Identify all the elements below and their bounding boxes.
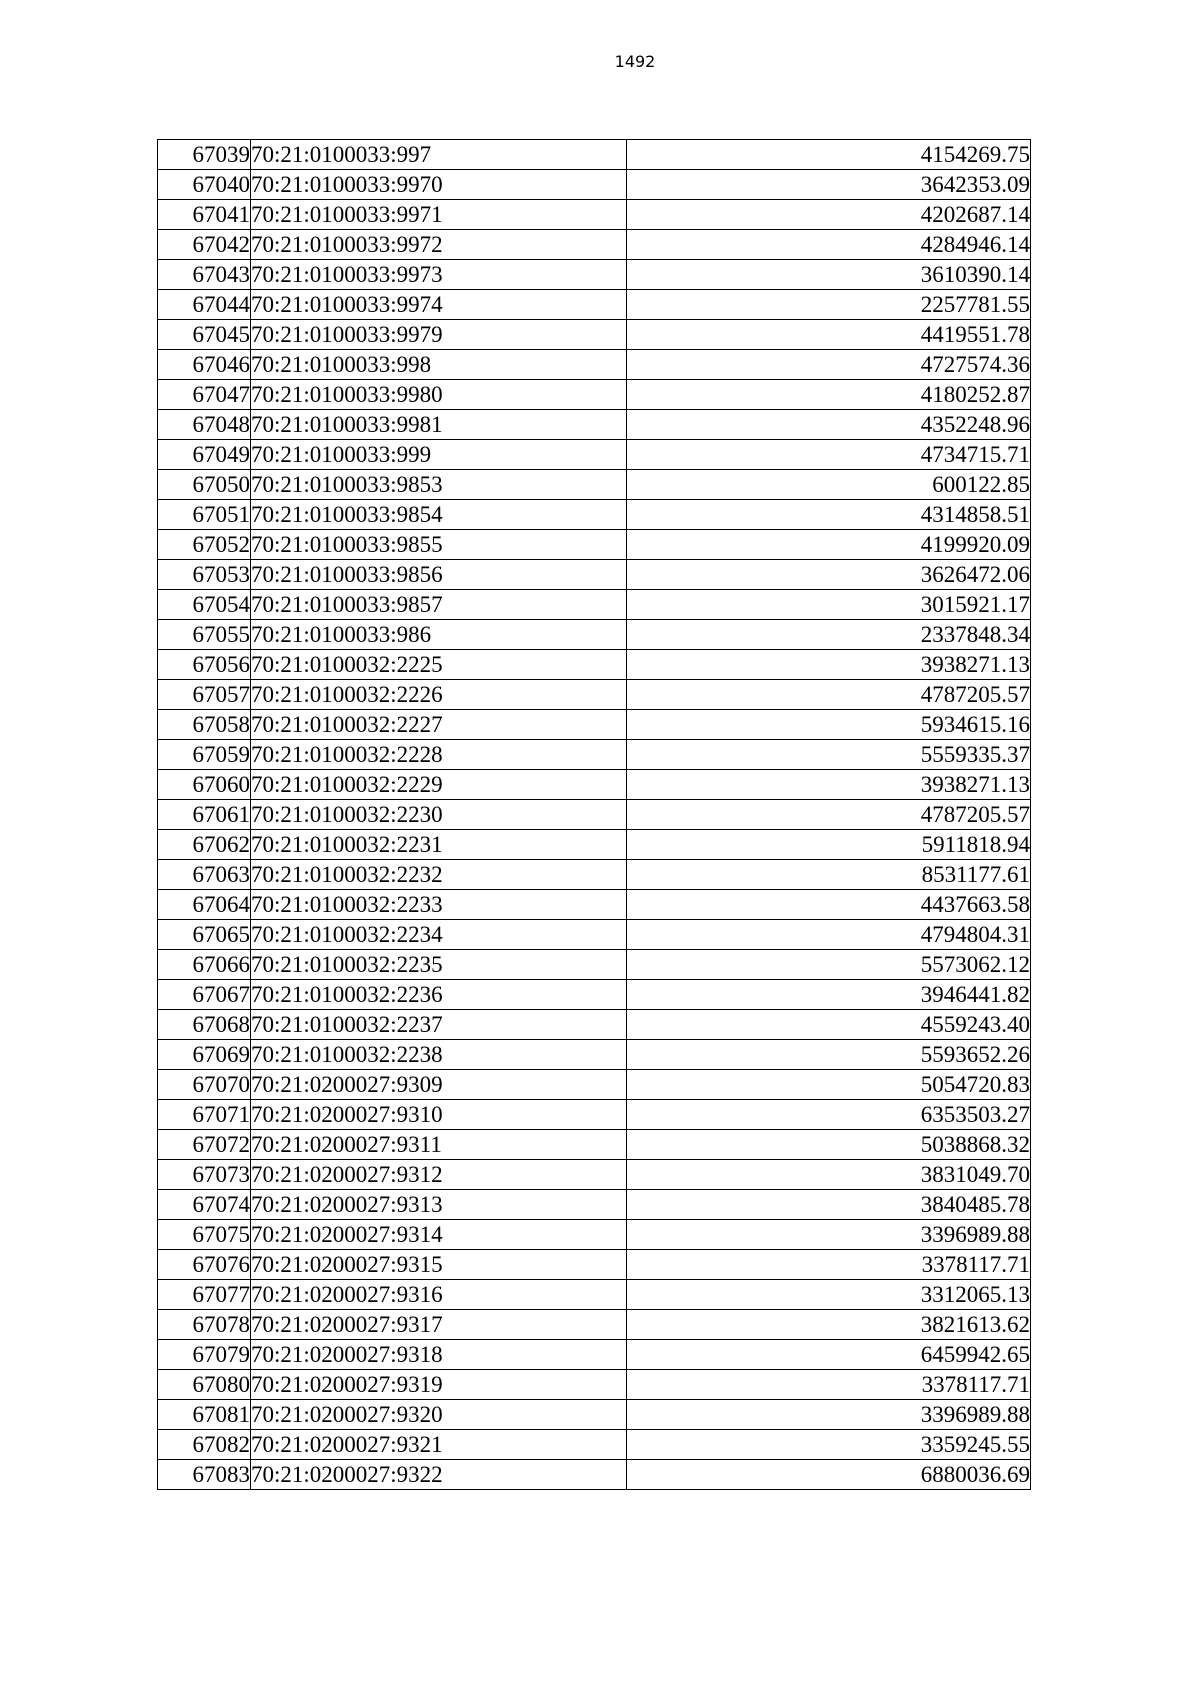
cadastral-value-cell: 3378117.71	[627, 1250, 1031, 1280]
cadastral-number-cell: 70:21:0100032:2238	[251, 1040, 627, 1070]
cadastral-number-cell: 70:21:0100033:9855	[251, 530, 627, 560]
cadastral-number-cell: 70:21:0100033:9971	[251, 200, 627, 230]
table-row	[158, 1010, 1031, 1040]
row-number-cell: 67045	[158, 320, 251, 350]
cadastral-value-cell: 2257781.55	[627, 290, 1031, 320]
row-number-cell: 67067	[158, 980, 251, 1010]
cadastral-value-cell: 5911818.94	[627, 830, 1031, 860]
cadastral-value-table	[157, 139, 1031, 1490]
cadastral-value-cell: 4284946.14	[627, 230, 1031, 260]
cadastral-number-cell: 70:21:0100033:999	[251, 440, 627, 470]
row-number-cell: 67070	[158, 1070, 251, 1100]
table-row	[158, 1430, 1031, 1460]
table-body	[158, 140, 1031, 1490]
table-row	[158, 470, 1031, 500]
table-row	[158, 200, 1031, 230]
cadastral-value-cell: 6353503.27	[627, 1100, 1031, 1130]
cadastral-value-cell: 5593652.26	[627, 1040, 1031, 1070]
table-row	[158, 1070, 1031, 1100]
table-row	[158, 830, 1031, 860]
cadastral-value-cell: 4794804.31	[627, 920, 1031, 950]
table-row	[158, 860, 1031, 890]
cadastral-value-cell: 4559243.40	[627, 1010, 1031, 1040]
row-number-cell: 67066	[158, 950, 251, 980]
cadastral-number-cell: 70:21:0100032:2225	[251, 650, 627, 680]
table-row	[158, 230, 1031, 260]
cadastral-number-cell: 70:21:0200027:9309	[251, 1070, 627, 1100]
cadastral-value-cell: 3642353.09	[627, 170, 1031, 200]
row-number-cell: 67039	[158, 140, 251, 170]
row-number-cell: 67079	[158, 1340, 251, 1370]
table-row	[158, 140, 1031, 170]
table-row	[158, 500, 1031, 530]
table-row	[158, 980, 1031, 1010]
cadastral-number-cell: 70:21:0100033:986	[251, 620, 627, 650]
cadastral-number-cell: 70:21:0200027:9310	[251, 1100, 627, 1130]
table-row	[158, 680, 1031, 710]
cadastral-number-cell: 70:21:0100032:2230	[251, 800, 627, 830]
cadastral-number-cell: 70:21:0100032:2236	[251, 980, 627, 1010]
cadastral-number-cell: 70:21:0100033:997	[251, 140, 627, 170]
cadastral-value-cell: 4180252.87	[627, 380, 1031, 410]
table-row	[158, 1310, 1031, 1340]
table-row	[158, 740, 1031, 770]
row-number-cell: 67069	[158, 1040, 251, 1070]
cadastral-value-cell: 3626472.06	[627, 560, 1031, 590]
cadastral-number-cell: 70:21:0200027:9318	[251, 1340, 627, 1370]
cadastral-value-cell: 3946441.82	[627, 980, 1031, 1010]
row-number-cell: 67065	[158, 920, 251, 950]
table-row	[158, 1040, 1031, 1070]
row-number-cell: 67076	[158, 1250, 251, 1280]
cadastral-number-cell: 70:21:0100032:2234	[251, 920, 627, 950]
row-number-cell: 67075	[158, 1220, 251, 1250]
cadastral-number-cell: 70:21:0200027:9313	[251, 1190, 627, 1220]
row-number-cell: 67068	[158, 1010, 251, 1040]
row-number-cell: 67058	[158, 710, 251, 740]
table-row	[158, 800, 1031, 830]
cadastral-number-cell: 70:21:0100033:9980	[251, 380, 627, 410]
row-number-cell: 67057	[158, 680, 251, 710]
table-row	[158, 590, 1031, 620]
row-number-cell: 67078	[158, 1310, 251, 1340]
row-number-cell: 67042	[158, 230, 251, 260]
cadastral-number-cell: 70:21:0200027:9312	[251, 1160, 627, 1190]
cadastral-number-cell: 70:21:0100032:2227	[251, 710, 627, 740]
table-row	[158, 1280, 1031, 1310]
row-number-cell: 67054	[158, 590, 251, 620]
table-row	[158, 1370, 1031, 1400]
table-row	[158, 1160, 1031, 1190]
cadastral-number-cell: 70:21:0100033:9854	[251, 500, 627, 530]
cadastral-number-cell: 70:21:0200027:9317	[251, 1310, 627, 1340]
table-row	[158, 440, 1031, 470]
table-row	[158, 770, 1031, 800]
cadastral-number-cell: 70:21:0100032:2231	[251, 830, 627, 860]
cadastral-value-cell: 3938271.13	[627, 650, 1031, 680]
table-row	[158, 920, 1031, 950]
cadastral-value-cell: 5038868.32	[627, 1130, 1031, 1160]
cadastral-number-cell: 70:21:0200027:9320	[251, 1400, 627, 1430]
cadastral-value-cell: 3831049.70	[627, 1160, 1031, 1190]
table-row	[158, 1250, 1031, 1280]
cadastral-value-cell: 4419551.78	[627, 320, 1031, 350]
row-number-cell: 67064	[158, 890, 251, 920]
cadastral-number-cell: 70:21:0200027:9314	[251, 1220, 627, 1250]
table-row	[158, 1100, 1031, 1130]
row-number-cell: 67080	[158, 1370, 251, 1400]
cadastral-number-cell: 70:21:0200027:9311	[251, 1130, 627, 1160]
table-row	[158, 650, 1031, 680]
cadastral-value-cell: 4154269.75	[627, 140, 1031, 170]
row-number-cell: 67056	[158, 650, 251, 680]
table-row	[158, 560, 1031, 590]
row-number-cell: 67060	[158, 770, 251, 800]
cadastral-number-cell: 70:21:0100033:9979	[251, 320, 627, 350]
cadastral-value-cell: 2337848.34	[627, 620, 1031, 650]
row-number-cell: 67071	[158, 1100, 251, 1130]
cadastral-value-cell: 600122.85	[627, 470, 1031, 500]
cadastral-number-cell: 70:21:0100033:9974	[251, 290, 627, 320]
cadastral-number-cell: 70:21:0100033:9972	[251, 230, 627, 260]
cadastral-value-cell: 3396989.88	[627, 1220, 1031, 1250]
row-number-cell: 67083	[158, 1460, 251, 1490]
cadastral-number-cell: 70:21:0100033:9970	[251, 170, 627, 200]
cadastral-value-cell: 4727574.36	[627, 350, 1031, 380]
cadastral-number-cell: 70:21:0100032:2232	[251, 860, 627, 890]
row-number-cell: 67074	[158, 1190, 251, 1220]
row-number-cell: 67082	[158, 1430, 251, 1460]
row-number-cell: 67040	[158, 170, 251, 200]
cadastral-value-cell: 3312065.13	[627, 1280, 1031, 1310]
cadastral-value-cell: 4787205.57	[627, 680, 1031, 710]
cadastral-value-cell: 4352248.96	[627, 410, 1031, 440]
row-number-cell: 67047	[158, 380, 251, 410]
table-row	[158, 950, 1031, 980]
table-row	[158, 290, 1031, 320]
cadastral-value-cell: 4787205.57	[627, 800, 1031, 830]
cadastral-number-cell: 70:21:0100032:2235	[251, 950, 627, 980]
table-row	[158, 260, 1031, 290]
row-number-cell: 67077	[158, 1280, 251, 1310]
row-number-cell: 67055	[158, 620, 251, 650]
cadastral-value-cell: 4437663.58	[627, 890, 1031, 920]
table-row	[158, 350, 1031, 380]
row-number-cell: 67072	[158, 1130, 251, 1160]
cadastral-number-cell: 70:21:0100033:9853	[251, 470, 627, 500]
cadastral-number-cell: 70:21:0200027:9316	[251, 1280, 627, 1310]
table-row	[158, 170, 1031, 200]
row-number-cell: 67041	[158, 200, 251, 230]
cadastral-number-cell: 70:21:0200027:9319	[251, 1370, 627, 1400]
table-row	[158, 890, 1031, 920]
cadastral-value-cell: 3821613.62	[627, 1310, 1031, 1340]
cadastral-value-cell: 5934615.16	[627, 710, 1031, 740]
cadastral-number-cell: 70:21:0100033:9857	[251, 590, 627, 620]
page-number: 1492	[614, 52, 656, 71]
row-number-cell: 67061	[158, 800, 251, 830]
row-number-cell: 67046	[158, 350, 251, 380]
cadastral-value-cell: 6880036.69	[627, 1460, 1031, 1490]
cadastral-value-cell: 6459942.65	[627, 1340, 1031, 1370]
cadastral-value-cell: 3840485.78	[627, 1190, 1031, 1220]
row-number-cell: 67052	[158, 530, 251, 560]
cadastral-number-cell: 70:21:0100032:2229	[251, 770, 627, 800]
row-number-cell: 67063	[158, 860, 251, 890]
row-number-cell: 67043	[158, 260, 251, 290]
cadastral-value-cell: 3015921.17	[627, 590, 1031, 620]
cadastral-number-cell: 70:21:0200027:9315	[251, 1250, 627, 1280]
cadastral-value-cell: 4199920.09	[627, 530, 1031, 560]
cadastral-number-cell: 70:21:0100032:2237	[251, 1010, 627, 1040]
table-row	[158, 710, 1031, 740]
row-number-cell: 67050	[158, 470, 251, 500]
cadastral-value-cell: 4314858.51	[627, 500, 1031, 530]
cadastral-number-cell: 70:21:0200027:9322	[251, 1460, 627, 1490]
table-row	[158, 530, 1031, 560]
cadastral-value-cell: 5559335.37	[627, 740, 1031, 770]
cadastral-value-cell: 5573062.12	[627, 950, 1031, 980]
table-row	[158, 1190, 1031, 1220]
cadastral-number-cell: 70:21:0100032:2233	[251, 890, 627, 920]
cadastral-value-cell: 3938271.13	[627, 770, 1031, 800]
table-row	[158, 380, 1031, 410]
cadastral-value-cell: 3378117.71	[627, 1370, 1031, 1400]
table-row	[158, 1130, 1031, 1160]
cadastral-value-cell: 5054720.83	[627, 1070, 1031, 1100]
cadastral-number-cell: 70:21:0100032:2228	[251, 740, 627, 770]
cadastral-value-cell: 3359245.55	[627, 1430, 1031, 1460]
table-row	[158, 1400, 1031, 1430]
cadastral-value-cell: 4202687.14	[627, 200, 1031, 230]
cadastral-value-cell: 4734715.71	[627, 440, 1031, 470]
cadastral-number-cell: 70:21:0100032:2226	[251, 680, 627, 710]
cadastral-number-cell: 70:21:0100033:9973	[251, 260, 627, 290]
row-number-cell: 67049	[158, 440, 251, 470]
table-row	[158, 1220, 1031, 1250]
table-row	[158, 620, 1031, 650]
table-row	[158, 320, 1031, 350]
row-number-cell: 67062	[158, 830, 251, 860]
row-number-cell: 67073	[158, 1160, 251, 1190]
cadastral-value-cell: 3610390.14	[627, 260, 1031, 290]
row-number-cell: 67081	[158, 1400, 251, 1430]
cadastral-number-cell: 70:21:0100033:9981	[251, 410, 627, 440]
row-number-cell: 67048	[158, 410, 251, 440]
cadastral-value-cell: 3396989.88	[627, 1400, 1031, 1430]
cadastral-number-cell: 70:21:0100033:9856	[251, 560, 627, 590]
cadastral-number-cell: 70:21:0200027:9321	[251, 1430, 627, 1460]
row-number-cell: 67044	[158, 290, 251, 320]
cadastral-value-cell: 8531177.61	[627, 860, 1031, 890]
table-row	[158, 410, 1031, 440]
table-row	[158, 1340, 1031, 1370]
row-number-cell: 67051	[158, 500, 251, 530]
table-row	[158, 1460, 1031, 1490]
row-number-cell: 67053	[158, 560, 251, 590]
row-number-cell: 67059	[158, 740, 251, 770]
cadastral-number-cell: 70:21:0100033:998	[251, 350, 627, 380]
